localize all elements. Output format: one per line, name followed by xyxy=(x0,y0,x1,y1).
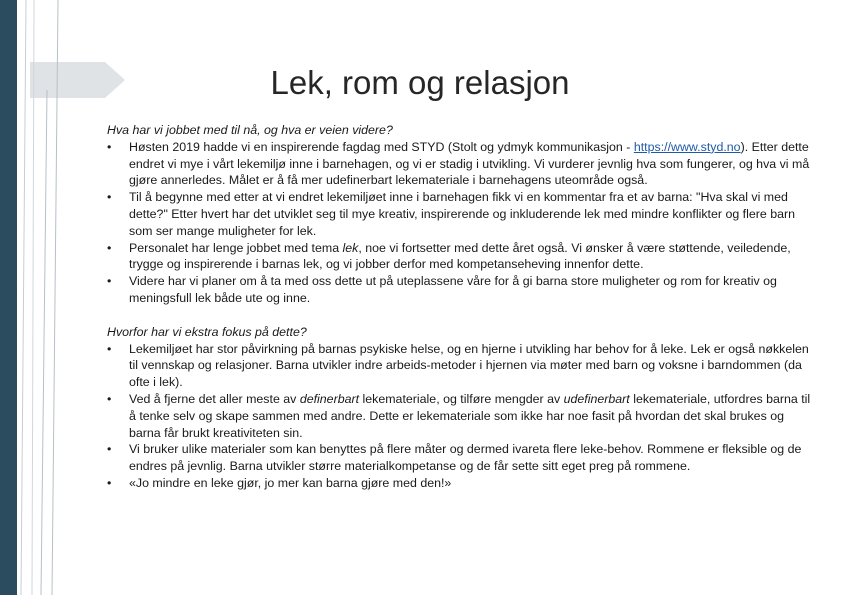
text-span: Ved å fjerne det aller meste av xyxy=(129,391,300,406)
list-item xyxy=(107,139,819,189)
bullet-list xyxy=(107,139,819,307)
list-item xyxy=(107,189,819,239)
text-span: Lekemiljøet har stor påvirkning på barnas psykiske helse, og en hjerne i utvikling har behov for å leke. Lek er også nøkkelen til vennskap og relasjoner. Barna utvikler indre arbeids-metoder i hjernen via møter med barn og voksne i barndommen (da ofte i lek). xyxy=(129,341,809,390)
bullet-icon: • xyxy=(107,139,112,154)
bullet-icon: • xyxy=(107,240,112,255)
section-heading: Hva har vi jobbet med til nå, og hva er veien videre? xyxy=(107,123,393,137)
text-span: «Jo mindre en leke gjør, jo mer kan barna gjøre med den!» xyxy=(129,475,452,490)
section-current-work xyxy=(107,122,819,307)
text-span: ). Etter dette endret vi mye i vårt lekemiljø inne i barnehagen, og vi er stadig i utvikling. Vi vurderer jevnlig hva som fungerer, og hva vi må gjøre annerledes. Målet er å få mer udefinerbart lekemateriale i barnehagens uteområde også. xyxy=(129,139,810,188)
bullet-icon: • xyxy=(107,391,112,406)
text-span: Høsten 2019 hadde vi en inspirerende fagdag med STYD (Stolt og ydmyk kommunikasjon - xyxy=(129,139,634,154)
text-span: lekemateriale, og tilføre mengder av xyxy=(359,391,564,406)
list-item xyxy=(107,341,819,391)
bullet-icon: • xyxy=(107,475,112,490)
slide-body xyxy=(107,122,819,492)
list-item xyxy=(107,391,819,441)
slide-title: Lek, rom og relasjon xyxy=(270,64,570,101)
deco-line xyxy=(21,0,26,595)
text-span: Personalet har lenge jobbet med tema xyxy=(129,240,343,255)
bullet-icon: • xyxy=(107,190,112,205)
bullet-icon: • xyxy=(107,341,112,356)
text-span: , noe vi fortsetter med dette året også. Vi ønsker å være støttende, veiledende, trygge og inspirerende i barnas lek, og vi jobber derfor med kompetanseheving innenfor dette. xyxy=(129,240,791,272)
styd-link[interactable]: https://www.styd.no xyxy=(633,139,741,154)
title-arrow-shape xyxy=(30,62,125,98)
deco-line xyxy=(41,90,47,595)
section-focus xyxy=(107,324,819,492)
list-item xyxy=(107,475,819,492)
text-span: Videre har vi planer om å ta med oss dette ut på uteplassene våre for å gi barna store muligheter og rom for kreativ og meningsfull lek både ute og inne. xyxy=(129,274,777,305)
emphasis: udefinerbart xyxy=(563,391,630,406)
text-span: Til å begynne med etter at vi endret lekemiljøet inne i barnehagen fikk vi en kommentar fra et av barna: "Hva skal vi med dette?" Etter hvert har det utviklet seg til mye kreativ, inspirerende og inkluderende lek med mindre konflikter og flere barn som ser mange muligheter for lek. xyxy=(129,190,796,238)
emphasis: definerbart xyxy=(299,391,360,406)
list-item xyxy=(107,240,819,274)
bullet-icon: • xyxy=(107,274,112,289)
list-item xyxy=(107,441,819,475)
text-span: lekemateriale, utfordres barna til å tenke selv og skape sammen med andre. Dette er lekemateriale som ikke har noe fasit på hvordan det skal brukes og barna får brukt kreativiteten sin. xyxy=(129,391,811,440)
bullet-list xyxy=(107,341,819,492)
bullet-icon: • xyxy=(107,442,112,457)
emphasis: lek xyxy=(342,240,359,255)
text-span: Vi bruker ulike materialer som kan benyttes på flere måter og dermed ivareta flere leke-behov. Rommene er fleksible og de endres på jevnlig. Barna utvikler større materialkompetanse og de får sette sitt eget preg på rommene. xyxy=(129,442,802,474)
list-item xyxy=(107,273,819,307)
section-heading: Hvorfor har vi ekstra fokus på dette? xyxy=(107,324,307,339)
